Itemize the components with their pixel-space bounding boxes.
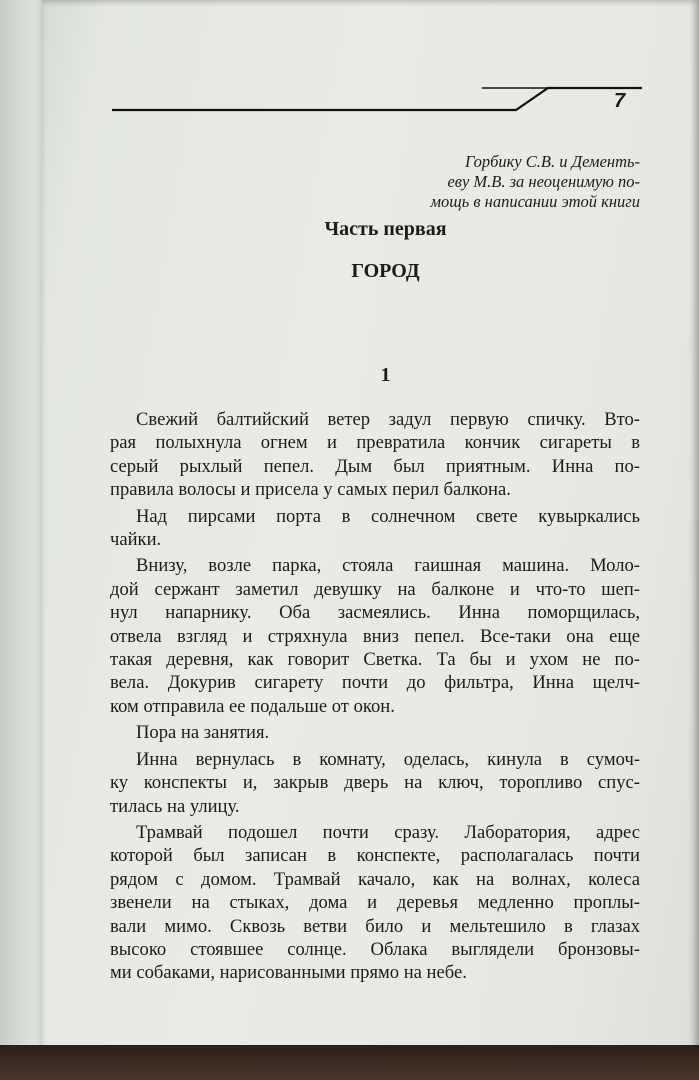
text-line: Пора на занятия. [136,722,270,744]
chapter-number: 1 [380,364,391,386]
book-page [42,0,699,1055]
text-line: рядом с домом. Трамвай качало, как на волнах, колеса [110,868,640,890]
paragraph [110,748,640,818]
text-line: Свежий балтийский ветер задул первую спичку. Вто- [136,409,640,430]
text-line: ком отправила ее подальше от окон. [110,695,395,717]
text-line: правила волосы и присела у самых перил балкона. [110,479,511,501]
text-line: звенели на стыках, дома и деревья медленно проплы- [110,892,640,914]
text-line: рая полыхнула огнем и превратила кончик сигареты в [110,432,640,454]
paragraph [110,408,640,502]
text-line: тилась на улицу. [110,795,240,817]
paragraph [110,821,640,985]
paragraph [110,554,640,718]
text-line: такая деревня, как говорит Светка. Та бы и ухом не по- [110,649,640,671]
text-line: которой был записан в конспекте, располагалась почти [110,845,640,867]
text-line: вали мимо. Сквозь ветви било и мельтешило в глазах [110,915,640,937]
text-line: Внизу, возле парка, стояла гаишная машина. Моло- [136,555,640,577]
dedication [382,152,640,212]
text-line: дой сержант заметил девушку на балконе и что-то шеп- [110,578,640,600]
text-line: высоко стоявшее солнце. Облака выглядели бронзовы- [110,938,640,960]
text-line: Трамвай подошел почти сразу. Лаборатория, адрес [136,821,640,843]
body-text [110,408,640,988]
header-ornament-rule [112,84,642,114]
text-line: Над пирсами порта в солнечном свете кувыркались [136,505,640,527]
text-line: серый рыхлый пепел. Дым был приятным. Инна по- [110,455,640,477]
part-title: Часть первая [324,218,447,240]
paragraph [110,505,640,552]
page-number: 7 [614,90,626,112]
dedication-line: Горбику С.В. и Дементь- [465,152,640,171]
book-cover-bottom [0,1045,699,1080]
text-line: ми собаками, нарисованными прямо на небе. [110,962,467,984]
section-title: ГОРОД [351,260,420,282]
text-line: Инна вернулась в комнату, оделась, кинула в сумоч- [136,748,640,770]
dedication-line: еву М.В. за неоценимую по- [447,172,640,191]
text-line: чайки. [110,529,162,551]
text-line: ку конспекты и, закрыв дверь на ключ, торопливо спус- [110,772,640,794]
paragraph [110,721,640,744]
running-header [42,0,699,130]
text-line: вела. Докурив сигарету почти до фильтра, Инна щелч- [110,672,640,694]
dedication-line: мощь в написании этой книги [430,192,640,211]
text-line: нул напарнику. Оба засмеялись. Инна поморщилась, [110,602,640,624]
text-line: отвела взгляд и стряхнула вниз пепел. Все-таки она еще [110,625,640,647]
